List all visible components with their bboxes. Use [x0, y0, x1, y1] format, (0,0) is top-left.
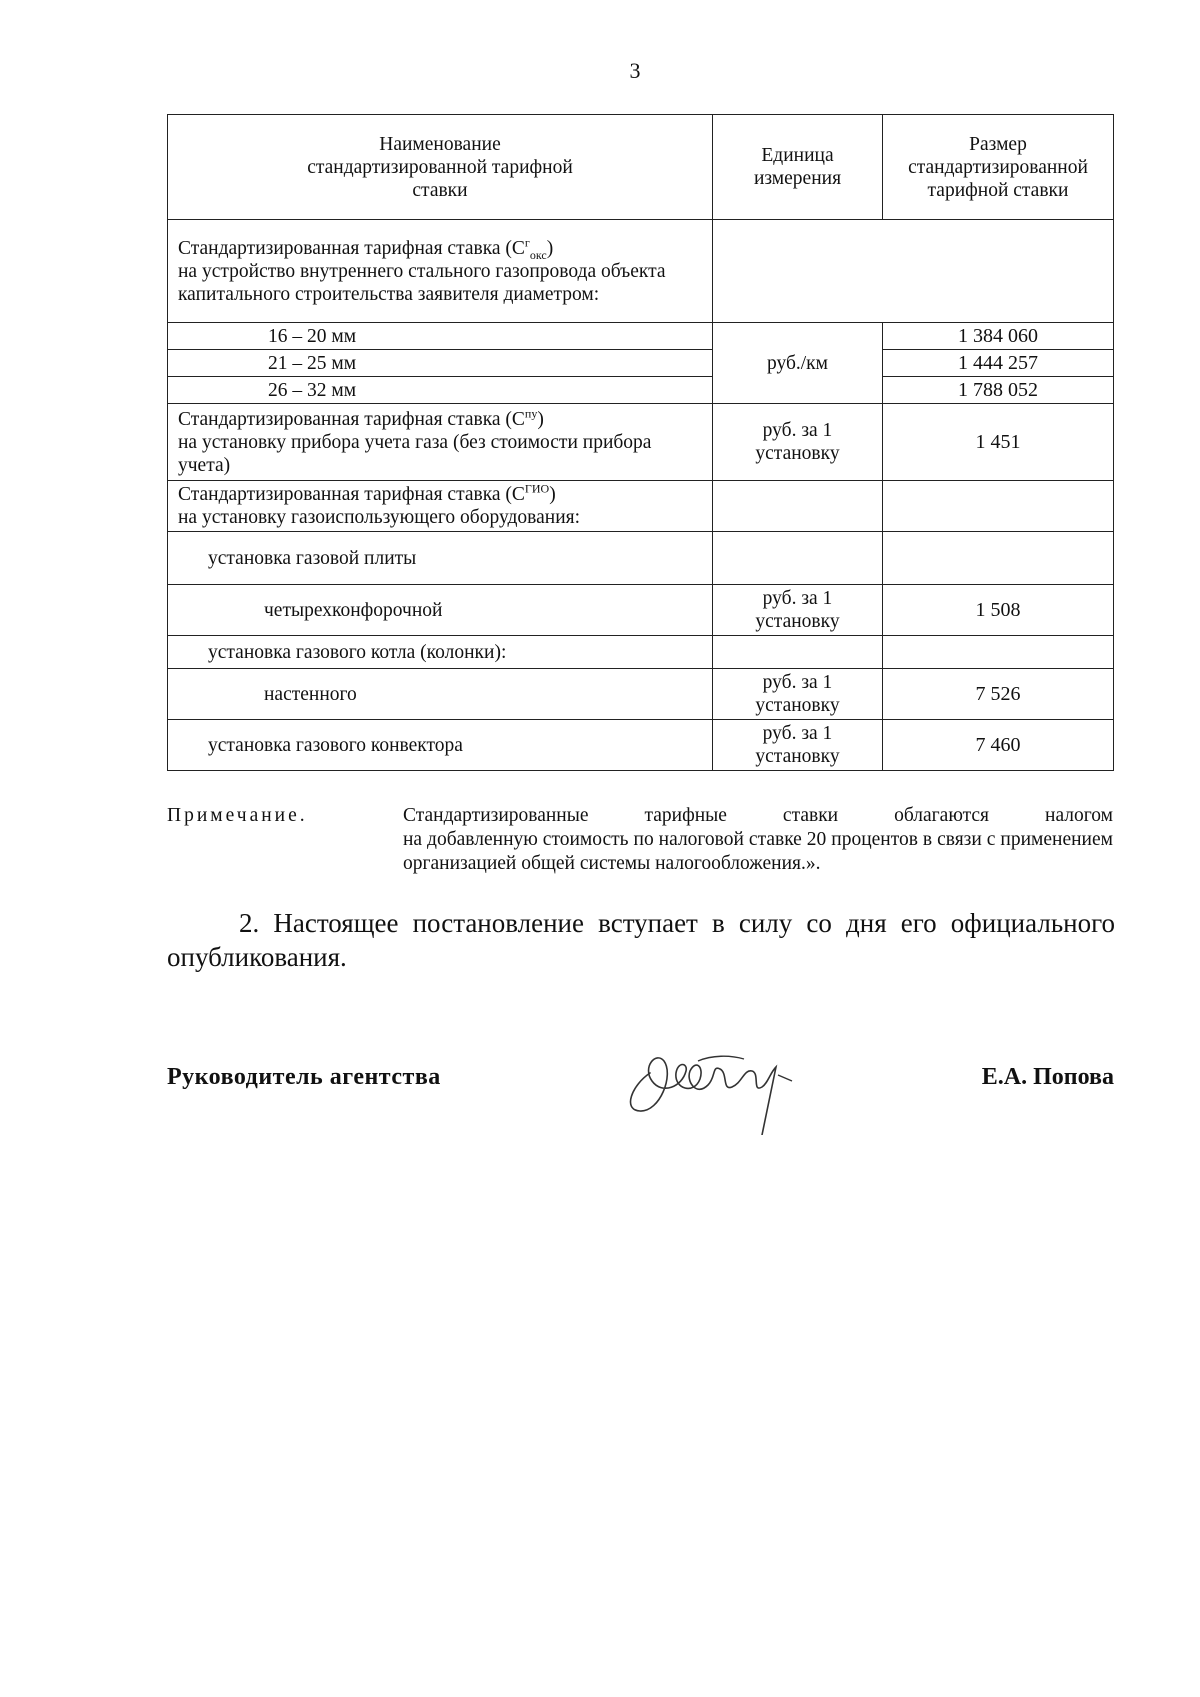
- table-row: [168, 532, 1114, 585]
- value-cell: 1 451: [883, 404, 1114, 481]
- equipment-title-cell: Стандартизированная тарифная ставка $(С^{ГИО})$ на установку газоиспользующего оборудования:: [168, 481, 713, 532]
- value-cell: 1 384 060: [883, 323, 1114, 350]
- note-label: Примечание.: [167, 805, 308, 826]
- note-text: [403, 804, 1113, 876]
- unit-cell: руб. за 1 установку: [713, 720, 883, 771]
- pipe-unit-cell: руб./км: [713, 323, 883, 404]
- signer-title: Руководитель агентства: [167, 1064, 441, 1090]
- equipment-description: на установку газоиспользующего оборудования:: [178, 507, 581, 528]
- boiler-label-cell: установка газового котла (колонки):: [168, 636, 713, 669]
- empty-cell: [883, 532, 1114, 585]
- signer-name: Е.А. Попова: [981, 1064, 1114, 1090]
- empty-cell: [713, 220, 1114, 323]
- empty-cell: [713, 636, 883, 669]
- diameter-cell: 21 – 25 мм: [168, 350, 713, 377]
- table-row: [168, 377, 1114, 404]
- empty-cell: [883, 481, 1114, 532]
- note-line1: Стандартизированные тарифные ставки облагаются налогом: [403, 805, 1113, 826]
- boiler-type-cell: настенного: [168, 669, 713, 720]
- stove-type-cell: четырехконфорочной: [168, 585, 713, 636]
- table-row-equipment-title: [168, 481, 1114, 532]
- table-row-pipe-title: [168, 220, 1114, 323]
- table-row: [168, 323, 1114, 350]
- pipe-title-cell: Стандартизированная тарифная ставка $(С^г_{окс})$ на устройство внутреннего стального газопровода объекта капитального строительства заявителя диаметром:: [168, 220, 713, 323]
- unit-cell: руб. за 1 установку: [713, 585, 883, 636]
- value-cell: 1 444 257: [883, 350, 1114, 377]
- diameter-cell: 16 – 20 мм: [168, 323, 713, 350]
- unit-cell: руб. за 1 установку: [713, 404, 883, 481]
- table-row: [168, 636, 1114, 669]
- unit-cell: руб. за 1 установку: [713, 669, 883, 720]
- table-row: [168, 585, 1114, 636]
- meter-description: на установку прибора учета газа (без стоимости прибора учета): [178, 431, 652, 476]
- empty-cell: [713, 532, 883, 585]
- pipe-description: на устройство внутреннего стального газопровода объекта капитального строительства заявителя диаметром:: [178, 260, 666, 305]
- empty-cell: [883, 636, 1114, 669]
- value-cell: 7 460: [883, 720, 1114, 771]
- meter-title-cell: Стандартизированная тарифная ставка $(С^{пу})$ на установку прибора учета газа (без стоимости прибора учета): [168, 404, 713, 481]
- value-cell: 1 508: [883, 585, 1114, 636]
- header-unit: Единица измерения: [713, 115, 883, 220]
- value-cell: 1 788 052: [883, 377, 1114, 404]
- stove-label-cell: установка газовой плиты: [168, 532, 713, 585]
- signature-image: [612, 1015, 812, 1135]
- diameter-cell: 26 – 32 мм: [168, 377, 713, 404]
- table-row-meter: [168, 404, 1114, 481]
- note-rest: на добавленную стоимость по налоговой ставке 20 процентов в связи с применением организацией общей системы налогообложения.».: [403, 829, 1113, 874]
- header-name: Наименование стандартизированной тарифной ставки: [168, 115, 713, 220]
- effective-date-paragraph: 2. Настоящее постановление вступает в силу со дня его официального опубликования.: [167, 908, 1115, 972]
- table-row: [168, 350, 1114, 377]
- tariff-table: [167, 114, 1114, 771]
- empty-cell: [713, 481, 883, 532]
- convector-label-cell: установка газового конвектора: [168, 720, 713, 771]
- table-row: [168, 720, 1114, 771]
- page-number: 3: [629, 58, 641, 83]
- table-header-row: [168, 115, 1114, 220]
- value-cell: 7 526: [883, 669, 1114, 720]
- table-row: [168, 669, 1114, 720]
- header-size: Размер стандартизированной тарифной ставки: [883, 115, 1114, 220]
